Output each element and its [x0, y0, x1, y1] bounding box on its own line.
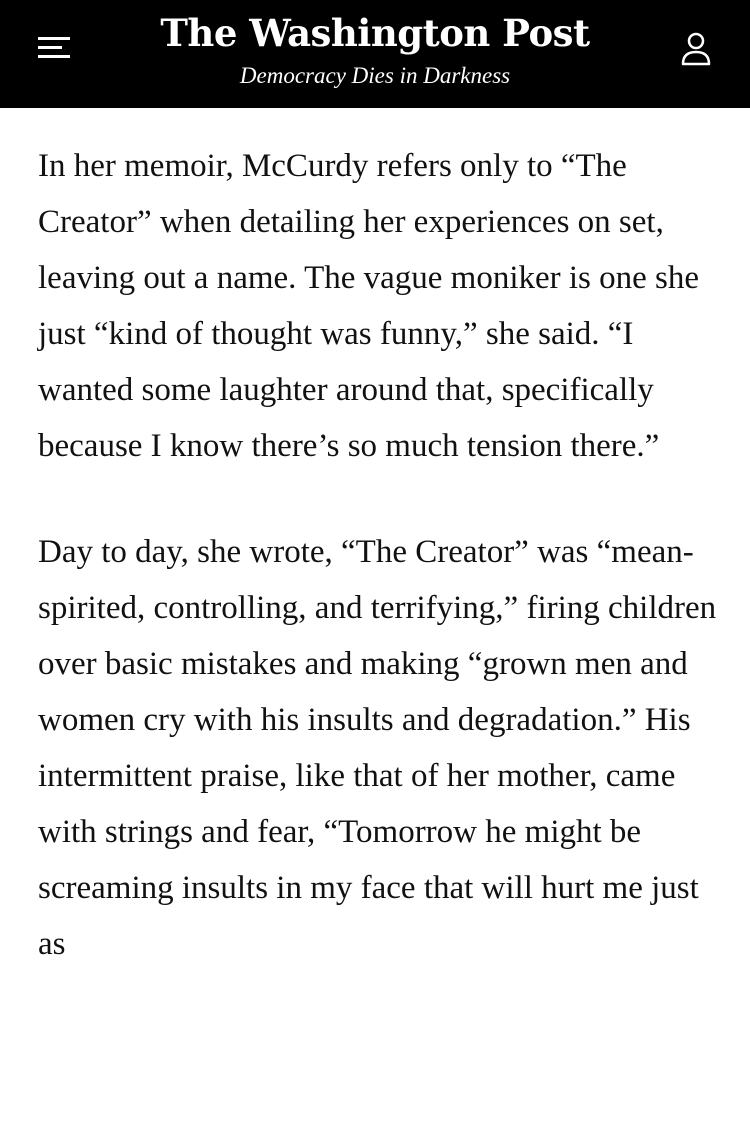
account-button[interactable]	[670, 24, 722, 74]
article-paragraph: In her memoir, McCurdy refers only to “The Creator” when detailing her experiences on set, leaving out a name. The vague moniker is one she just “kind of thought was funny,” she said. “I wanted some laughter around that, specifically because I know there’s so much tension there.”	[38, 148, 700, 464]
site-tagline: Democracy Dies in Darkness	[239, 63, 511, 88]
masthead	[160, 10, 590, 90]
user-account-icon	[680, 32, 712, 66]
article-paragraph: Day to day, she wrote, “The Creator” was “mean-spirited, controlling, and terrifying,” firing children over basic mistakes and making “grown men and women cry with his insults and degradation.” His intermittent praise, like that of her mother, came with strings and fear, “Tomorrow he might be screaming insults in my face that will hurt me just as	[38, 534, 717, 962]
menu-button[interactable]	[28, 26, 80, 70]
hamburger-menu-icon	[38, 37, 70, 59]
site-logo[interactable]: The Washington Post	[160, 11, 590, 55]
article-body	[38, 138, 728, 1022]
site-header	[0, 0, 750, 108]
